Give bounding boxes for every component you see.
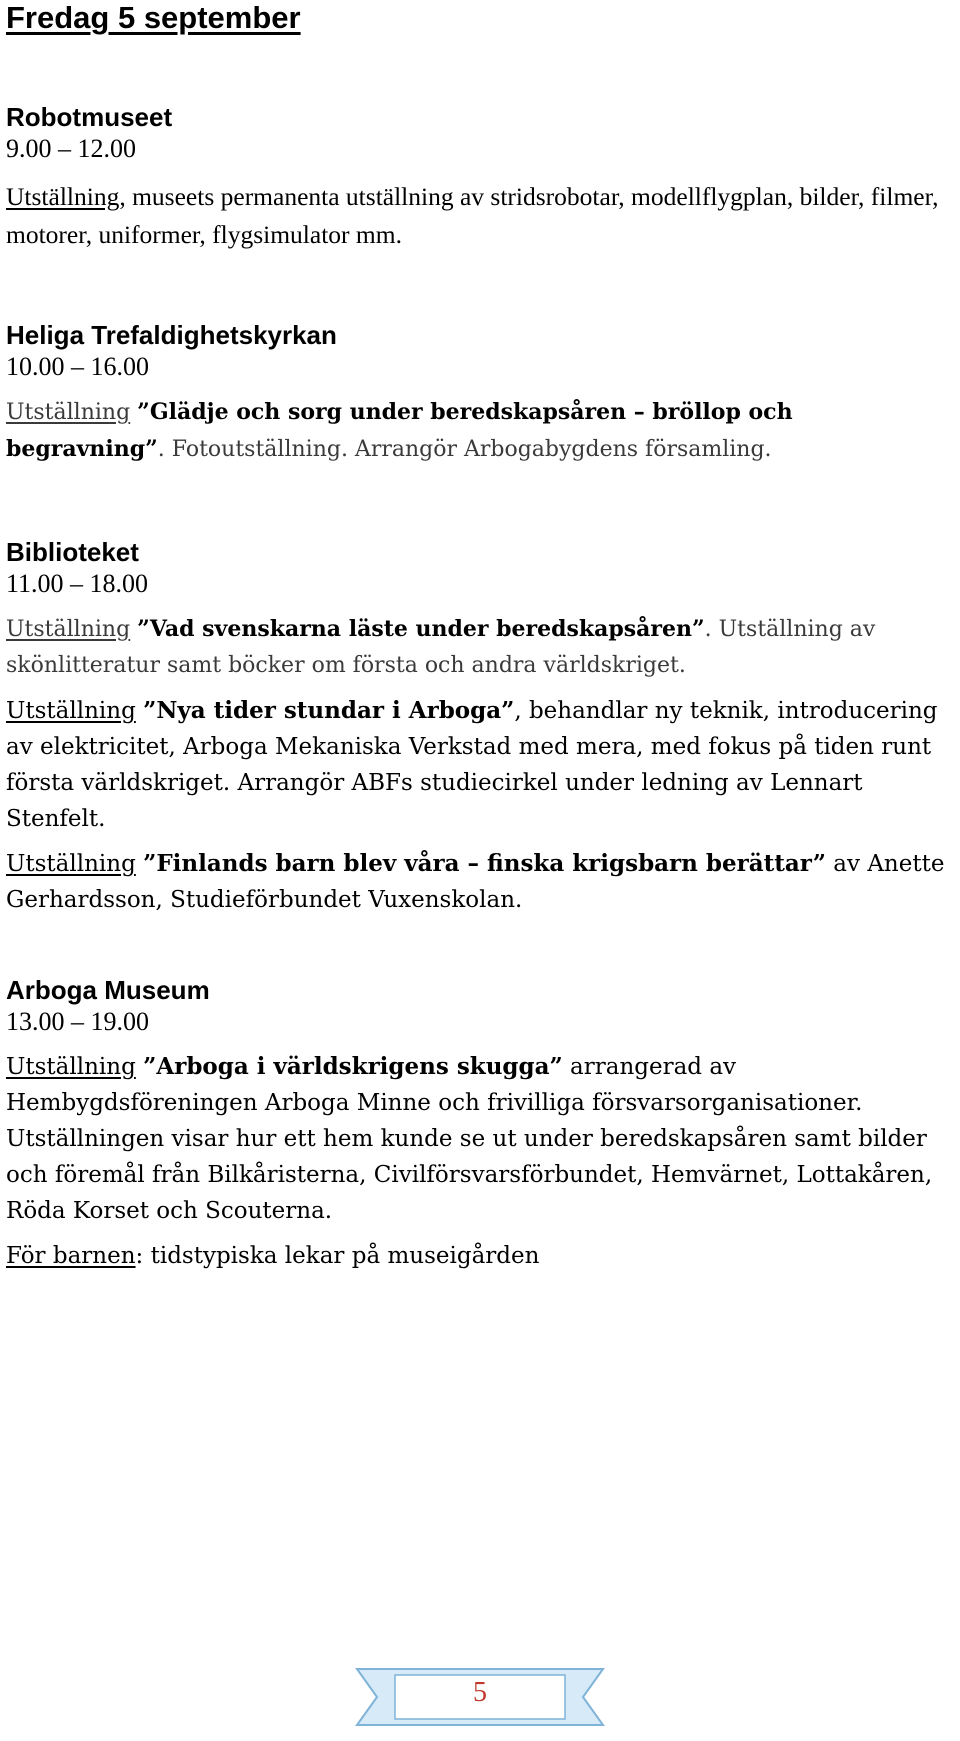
exhibit-paragraph	[6, 1049, 951, 1229]
exhibit-text: : tidstypiska lekar på museigården	[135, 1243, 540, 1269]
exhibit-title: ”Arboga i världskrigens skugga”	[143, 1053, 563, 1080]
exhibit-title: ”Vad svenskarna läste under beredskapsåren”	[137, 616, 705, 642]
exhibit-text: av Anette Gerhardsson, Studieförbundet Vuxenskolan.	[6, 851, 945, 913]
day-title: Fredag 5 september	[6, 0, 301, 35]
exhibit-label: Utställning	[6, 851, 136, 877]
exhibit-paragraph	[6, 846, 951, 918]
venue-heliga-trefaldighetskyrkan	[6, 320, 951, 468]
exhibit-text: . Utställning av skönlitteratur samt böcker om första och andra världskriget.	[6, 617, 876, 678]
venue-name: Heliga Trefaldighetskyrkan	[6, 320, 337, 350]
page-number: 5	[473, 1677, 487, 1708]
exhibit-paragraph	[6, 693, 951, 837]
exhibit-paragraph	[6, 1238, 951, 1274]
venue-name: Biblioteket	[6, 537, 139, 567]
exhibit-paragraph	[6, 394, 951, 468]
exhibit-text: . Fotoutställning. Arrangör Arbogabygdens församling.	[157, 437, 772, 462]
venue-time: 9.00 – 12.00	[6, 134, 136, 163]
exhibit-label: Utställning	[6, 1054, 136, 1080]
venue-biblioteket	[6, 537, 951, 918]
exhibit-title: ”Finlands barn blev våra – finska krigsbarn berättar”	[143, 850, 826, 877]
venue-name: Arboga Museum	[6, 975, 210, 1005]
page-number-ribbon	[355, 1667, 605, 1727]
venue-time: 11.00 – 18.00	[6, 569, 149, 598]
exhibit-paragraph	[6, 611, 951, 684]
exhibit-title: ”Nya tider stundar i Arboga”	[143, 697, 515, 724]
exhibit-label: Utställning	[6, 617, 131, 642]
venue-arboga-museum	[6, 975, 951, 1274]
venue-time: 13.00 – 19.00	[6, 1007, 149, 1036]
venue-name: Robotmuseet	[6, 102, 173, 132]
exhibit-paragraph	[6, 178, 951, 254]
venue-robotmuseet	[6, 102, 951, 254]
exhibit-title: ”Glädje och sorg under beredskapsåren – bröllop och begravning”	[6, 399, 793, 462]
exhibit-label: Utställning	[6, 400, 131, 425]
exhibit-text: , museets permanenta utställning av stridsrobotar, modellflygplan, bilder, filmer, motorer, uniformer, flygsimulator mm.	[6, 182, 939, 249]
exhibit-text: arrangerad av Hembygdsföreningen Arboga Minne och frivilliga försvarsorganisationer. Utställningen visar hur ett hem kunde se ut under beredskapsåren samt bilder och föremål från Bilkåristerna, Civilförsvarsförbundet, Hemvärnet, Lottakåren, Röda Korset och Scouterna.	[6, 1054, 933, 1224]
exhibit-text: , behandlar ny teknik, introducering av elektricitet, Arboga Mekaniska Verkstad med mera, med fokus på tiden runt första världskriget. Arrangör ABFs studiecirkel under ledning av Lennart Stenfelt.	[6, 698, 938, 832]
exhibit-label: Utställning	[6, 182, 120, 211]
exhibit-label: För barnen	[6, 1243, 136, 1269]
venue-time: 10.00 – 16.00	[6, 352, 149, 381]
exhibit-label: Utställning	[6, 698, 136, 724]
